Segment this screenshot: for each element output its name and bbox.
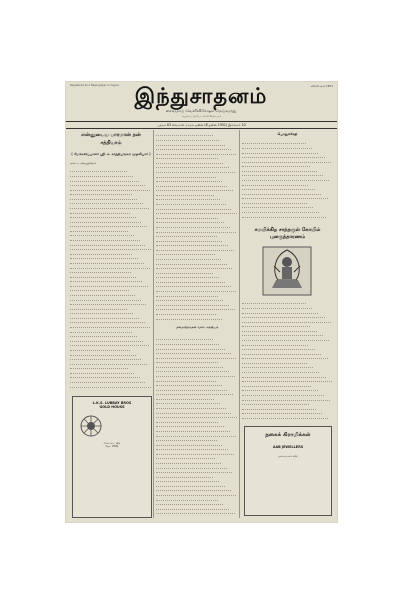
text-line xyxy=(242,218,332,220)
article-body xyxy=(156,336,238,516)
ad-address: கோட்டை வீதி xyxy=(103,441,121,445)
tagline: ஈழகைப் பிரயோ ஸாகி ஸ்தாபகம் xyxy=(181,115,222,118)
newspaper-subtitle: சைவமாய் வெளிவிசேஷம் மெய்வருது xyxy=(165,108,237,113)
text-line xyxy=(242,419,308,420)
article-byline: ( மேக்களிப்பாளர் ஸ்ரீ. க. சாந்தியங்கம் முதலியார் ) xyxy=(71,152,151,156)
ad-address: தலைவாசல் வீதி xyxy=(278,455,298,459)
newspaper-title: இந்துசாதனம் xyxy=(134,83,268,108)
jewellers-ad xyxy=(244,426,332,516)
section-headline: பொதுச்சேதி xyxy=(277,132,298,136)
registration-note: Registered as a News-paper in Ceylon xyxy=(70,84,120,87)
column-divider xyxy=(153,130,154,518)
section-caption: மனமாற்றங்கள் வளர் அந்தியம் xyxy=(175,325,219,329)
ad-title: நகைக் கிராமிக்கள் xyxy=(265,432,311,438)
ad-brand: AAB JEWELLERS xyxy=(272,445,304,449)
text-line xyxy=(156,320,227,322)
ad-title: L.K.S. LUBBAY BROS xyxy=(92,401,132,405)
article-body xyxy=(242,300,333,420)
deity-illustration xyxy=(262,246,312,296)
article-subhead: அமைப்பு தொகுத்தோம் xyxy=(70,162,96,165)
article-body xyxy=(242,140,333,220)
article-headline: என்னுடைய பாரமான் தன் சத்தியாம் xyxy=(81,132,141,146)
masthead xyxy=(66,82,337,122)
price-box: வில்சி சதம் 1951 xyxy=(310,84,333,88)
text-line xyxy=(156,515,216,516)
article-body xyxy=(156,132,238,322)
article-body xyxy=(70,168,152,388)
column-divider xyxy=(239,130,240,518)
article-headline: சமயிக்கிற சாந்தருள் கோயில் புனருத்தாரணம் xyxy=(254,227,321,240)
flower-emblem-icon xyxy=(79,414,103,438)
ad-phone: தொ. 9341 xyxy=(105,445,119,449)
newspaper-page xyxy=(66,82,337,522)
gold-house-ad xyxy=(72,396,152,518)
dateline: புத்தக 63 வைகாசி மாதம் ஜூன் (8 ஜூன் 1951) இலக்கம் 10 xyxy=(66,121,337,129)
ad-subtitle: GOLD HOUSE xyxy=(99,405,125,410)
